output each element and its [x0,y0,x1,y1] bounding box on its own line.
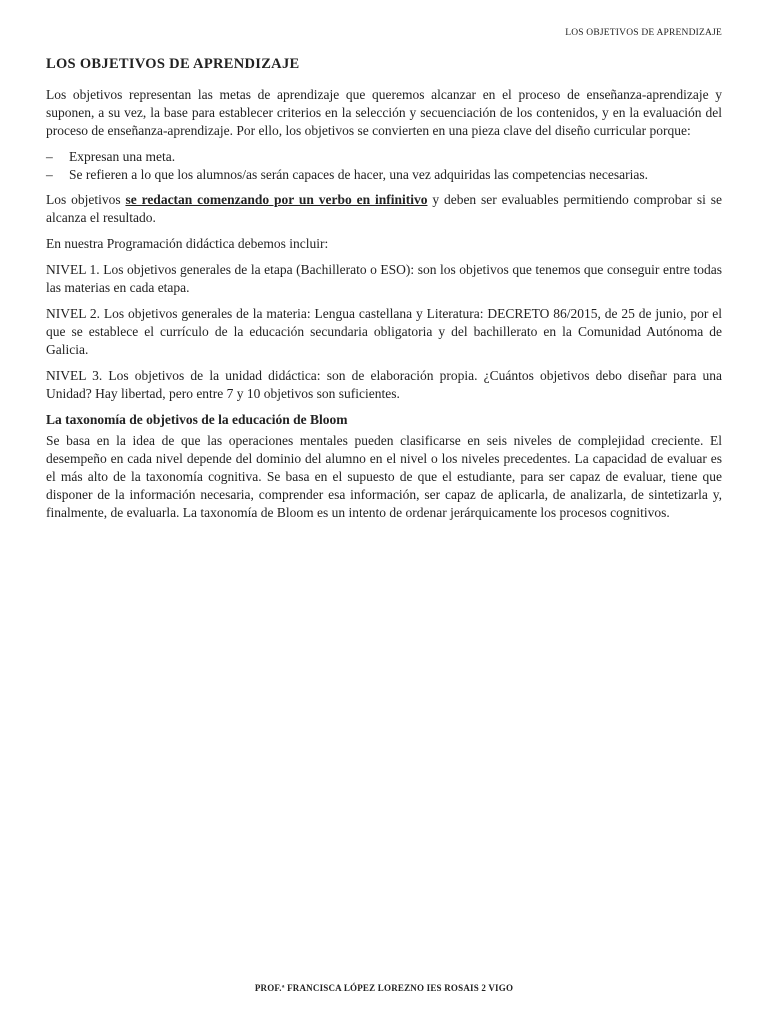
running-header: LOS OBJETIVOS DE APRENDIZAJE [565,28,722,38]
redaction-paragraph [46,191,722,227]
bloom-paragraph: Se basa en la idea de que las operaciones mentales pueden clasificarse en seis niveles de complejidad creciente. El desempeño en cada nivel depende del dominio del alumno en el nivel o los niveles precedentes. La capacidad de evaluar es el más alto de la taxonomía cognitiva. Se basa en el supuesto de que el estudiante, para ser capaz de evaluar, tiene que disponer de la información necesaria, comprender esa información, ser capaz de aplicarla, de analizarla, de sintetizarla y, finalmente, de evaluarla. La taxonomía de Bloom es un intento de ordenar jerárquicamente los procesos cognitivos. [46,433,722,520]
redaction-emphasis: se redactan comenzando por un verbo en infinitivo [125,192,428,207]
redaction-text-after: y deben ser evaluables permitiendo comprobar si se alcanza el resultado. [46,192,723,225]
document-title: LOS OBJETIVOS DE APRENDIZAJE [46,56,300,72]
level-2-paragraph: NIVEL 2. Los objetivos generales de la materia: Lengua castellana y Literatura: DECRETO 86/2015, de 25 de junio, por el que se establece el currículo de la educación secundaria obligatoria y del bachillerato en la Comunidad Autónoma de Galicia. [46,306,722,357]
bloom-heading: La taxonomía de objetivos de la educación de Bloom [46,412,348,427]
list-item: – Expresan una meta. [46,148,722,166]
list-item: – Se refieren a lo que los alumnos/as serán capaces de hacer, una vez adquiridas las competencias necesarias. [46,166,722,184]
level-3-paragraph: NIVEL 3. Los objetivos de la unidad didáctica: son de elaboración propia. ¿Cuántos objetivos debo diseñar para una Unidad? Hay libertad, pero entre 7 y 10 objetivos son suficientes. [46,368,722,401]
intro-paragraph: Los objetivos representan las metas de aprendizaje que queremos alcanzar en el proceso de enseñanza-aprendizaje y suponen, a su vez, la base para establecer criterios en la selección y secuenciación de los contenidos, y en la evaluación del proceso de enseñanza-aprendizaje. Por ello, los objetivos se convierten en una pieza clave del diseño curricular porque: [46,87,722,138]
level-1-paragraph: NIVEL 1. Los objetivos generales de la etapa (Bachillerato o ESO): son los objetivos que tenemos que conseguir entre todas las materias en cada etapa. [46,262,722,295]
redaction-text-before: Los objetivos [46,192,126,207]
program-intro: En nuestra Programación didáctica debemos incluir: [46,236,329,251]
document-body [46,55,722,530]
purpose-list [46,148,722,184]
page-footer: PROF.ª FRANCISCA LÓPEZ LOREZNO IES ROSAIS 2 VIGO [254,983,514,993]
